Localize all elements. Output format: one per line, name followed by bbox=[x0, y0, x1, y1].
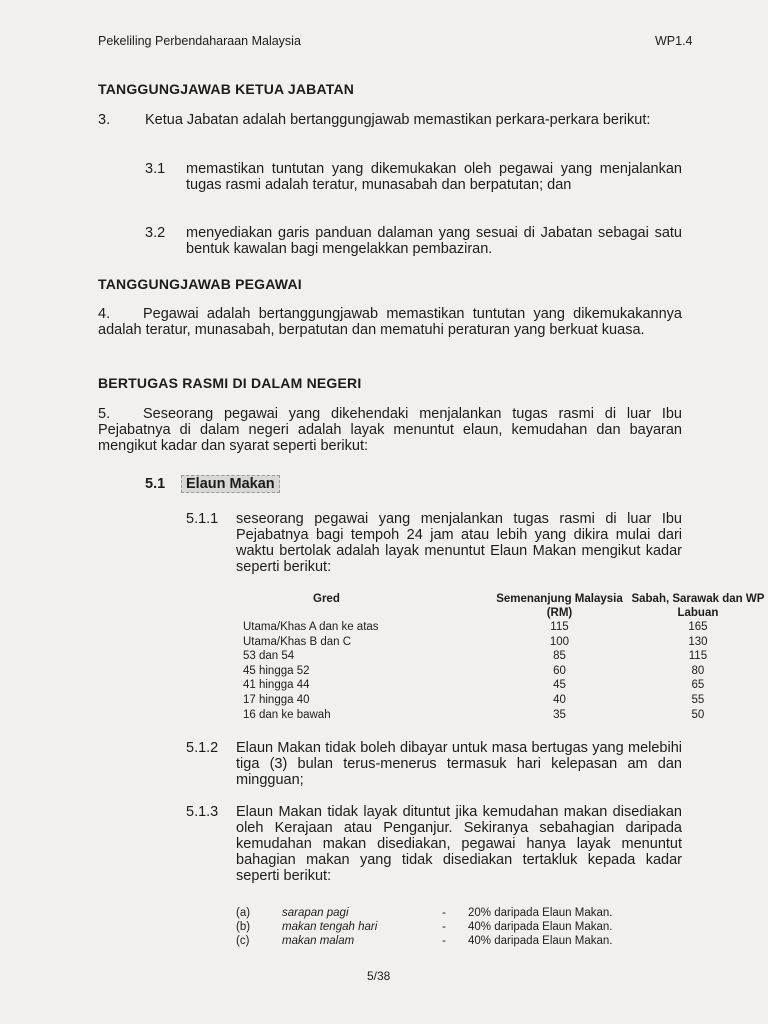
section-heading-pegawai: TANGGUNGJAWAB PEGAWAI bbox=[98, 276, 302, 292]
table-row bbox=[243, 620, 768, 635]
table-cell: 130 bbox=[688, 635, 708, 648]
section-heading-dalam-negeri: BERTUGAS RASMI DI DALAM NEGERI bbox=[98, 375, 362, 391]
subsection-title-elaun-makan: Elaun Makan bbox=[181, 475, 280, 493]
table-cell: 85 bbox=[553, 650, 566, 663]
table-row bbox=[243, 708, 768, 723]
table-cell: 53 dan 54 bbox=[243, 650, 295, 663]
table-cell: 165 bbox=[688, 621, 708, 633]
item-dash: - bbox=[442, 921, 446, 933]
table-cell: 115 bbox=[550, 621, 569, 633]
paragraph-number: 5.1 bbox=[145, 476, 166, 492]
table-cell: 100 bbox=[549, 635, 570, 648]
item-meal: makan malam bbox=[282, 935, 355, 947]
table-cell: 50 bbox=[691, 708, 705, 721]
item-meal: sarapan pagi bbox=[282, 907, 349, 919]
paragraph-5: 5. Seseorang pegawai yang dikehendaki menjalankan tugas rasmi di luar Ibu Pejabatnya di dalam negeri adalah layak menuntut elaun, kemudahan dan bayaran mengikut kadar dan syarat seperti berikut: bbox=[98, 406, 682, 454]
item-dash: - bbox=[442, 935, 446, 947]
paragraph-5-1-3: Elaun Makan tidak layak dituntut jika kemudahan makan disediakan oleh Kerajaan atau Penganjur. Sekiranya sebahagian daripada kemudahan makan disediakan, pegawai hanya layak menuntut bahagian makan yang tidak disediakan tertakluk kepada kadar seperti berikut: bbox=[236, 804, 682, 884]
table-cell: 40 bbox=[553, 693, 566, 706]
column-header: Semenanjung Malaysia (RM) bbox=[496, 593, 623, 619]
meal-rates-list bbox=[236, 906, 613, 948]
paragraph-3-1: memastikan tuntutan yang dikemukakan oleh pegawai yang menjalankan tugas rasmi adalah teratur, munasabah dan berpatutan; dan bbox=[186, 161, 682, 193]
item-dash: - bbox=[442, 907, 446, 919]
paragraph-4: 4. Pegawai adalah bertanggungjawab memastikan tuntutan yang dikemukakannya adalah teratur, munasabah, berpatutan dan mematuhi peraturan yang berkuat kuasa. bbox=[98, 306, 682, 338]
table-cell: Utama/Khas A dan ke atas bbox=[243, 621, 379, 633]
table-row bbox=[243, 664, 768, 679]
paragraph-number: 5.1.2 bbox=[186, 740, 219, 756]
table-cell: 35 bbox=[553, 708, 566, 721]
table-cell: 16 dan ke bawah bbox=[243, 708, 331, 721]
paragraph-number: 5. bbox=[98, 406, 111, 422]
paragraph-5-1-1: seseorang pegawai yang menjalankan tugas rasmi di luar Ibu Pejabatnya bagi tempoh 24 jam atau lebih yang dikira mulai dari waktu bertolak adalah layak menuntut Elaun Makan mengikut kadar seperti berikut: bbox=[236, 511, 682, 575]
item-rate: 40% daripada Elaun Makan. bbox=[468, 921, 613, 933]
table-header-row bbox=[243, 593, 768, 620]
table-cell: Utama/Khas B dan C bbox=[243, 635, 352, 648]
column-header: Sabah, Sarawak dan WP Labuan bbox=[631, 593, 765, 619]
list-item bbox=[236, 920, 613, 934]
table-cell: 60 bbox=[553, 664, 566, 677]
table-cell: 41 hingga 44 bbox=[243, 679, 310, 692]
paragraph-number: 5.1.3 bbox=[186, 804, 219, 820]
paragraph-number: 3.2 bbox=[145, 225, 166, 241]
table-cell: 80 bbox=[691, 664, 705, 677]
table-cell: 55 bbox=[691, 693, 705, 706]
paragraph-3: Ketua Jabatan adalah bertanggungjawab memastikan perkara-perkara berikut: bbox=[145, 112, 651, 128]
table-cell: 45 hingga 52 bbox=[243, 664, 310, 677]
paragraph-number: 3.1 bbox=[145, 161, 166, 177]
table-cell: 115 bbox=[688, 650, 708, 663]
table-cell: 65 bbox=[691, 679, 705, 692]
table-row bbox=[243, 678, 768, 693]
paragraph-number: 4. bbox=[98, 306, 111, 322]
header-code: WP1.4 bbox=[655, 34, 693, 48]
allowance-table bbox=[243, 593, 768, 722]
list-item bbox=[236, 934, 613, 948]
item-letter: (a) bbox=[236, 907, 251, 919]
column-header: Gred bbox=[313, 593, 340, 605]
table-row bbox=[243, 635, 768, 650]
paragraph-number: 5.1.1 bbox=[186, 511, 219, 527]
paragraph-5-1-2: Elaun Makan tidak boleh dibayar untuk masa bertugas yang melebihi tiga (3) bulan terus-menerus termasuk hari kelepasan am dan mingguan; bbox=[236, 740, 682, 788]
header-title: Pekeliling Perbendaharaan Malaysia bbox=[98, 34, 301, 48]
paragraph-number: 3. bbox=[98, 112, 111, 128]
table-cell: 45 bbox=[553, 679, 566, 692]
list-item bbox=[236, 906, 613, 920]
paragraph-3-2: menyediakan garis panduan dalaman yang sesuai di Jabatan sebagai satu bentuk kawalan bagi mengelakkan pembaziran. bbox=[186, 225, 682, 257]
table-row bbox=[243, 649, 768, 664]
item-meal: makan tengah hari bbox=[282, 921, 378, 933]
page-number: 5/38 bbox=[367, 969, 391, 983]
item-rate: 20% daripada Elaun Makan. bbox=[468, 907, 613, 919]
item-letter: (b) bbox=[236, 921, 251, 933]
item-letter: (c) bbox=[236, 935, 250, 947]
subsection-5-1 bbox=[145, 475, 280, 493]
table-row bbox=[243, 693, 768, 708]
table-cell: 17 hingga 40 bbox=[243, 693, 310, 706]
section-heading-ketua-jabatan: TANGGUNGJAWAB KETUA JABATAN bbox=[98, 81, 355, 97]
item-rate: 40% daripada Elaun Makan. bbox=[468, 935, 613, 947]
